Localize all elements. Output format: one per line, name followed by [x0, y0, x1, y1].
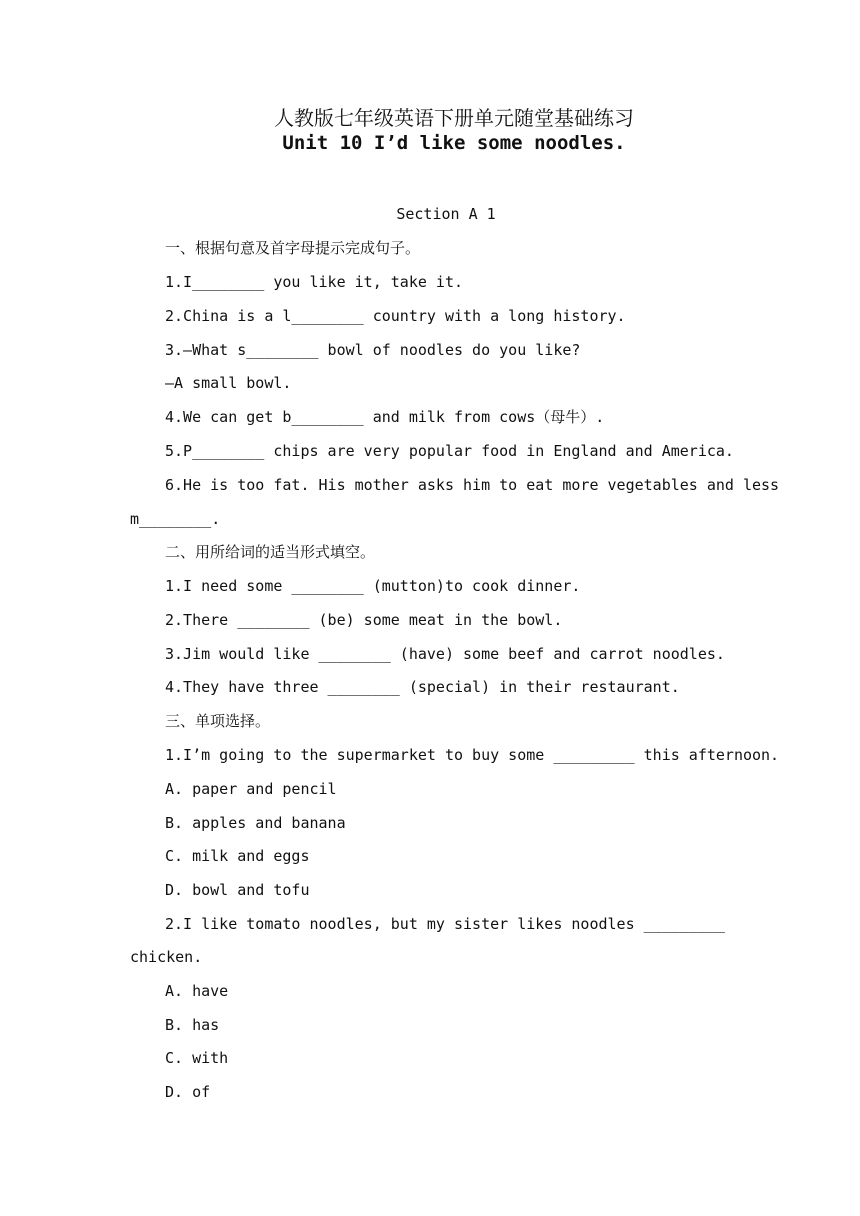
part1-heading: 一、根据句意及首字母提示完成句子。: [165, 239, 421, 257]
answer-option: D. of: [165, 1083, 211, 1101]
part2-item: 2.There ________ (be) some meat in the bowl.: [165, 611, 563, 629]
part1-item: 4.We can get b________ and milk from cows（母牛）.: [165, 408, 605, 426]
answer-option: A. paper and pencil: [165, 780, 337, 798]
question-stem: 2.I like tomato noodles, but my sister likes noodles _________: [165, 915, 725, 933]
part1-item: —A small bowl.: [165, 374, 292, 392]
part2-item: 3.Jim would like ________ (have) some beef and carrot noodles.: [165, 645, 725, 663]
part1-item-continuation: m________.: [130, 510, 221, 528]
part3-heading: 三、单项选择。: [165, 712, 271, 730]
document-title-chinese: 人教版七年级英语下册单元随堂基础练习: [274, 106, 634, 130]
document-title-english: Unit 10 I’d like some noodles.: [282, 132, 626, 154]
part2-item: 1.I need some ________ (mutton)to cook dinner.: [165, 577, 581, 595]
part1-item: 1.I________ you like it, take it.: [165, 273, 464, 291]
part1-item: 5.P________ chips are very popular food in England and America.: [165, 442, 734, 460]
answer-option: C. milk and eggs: [165, 847, 310, 865]
part1-item: 3.—What s________ bowl of noodles do you like?: [165, 341, 581, 359]
part1-item: 2.China is a l________ country with a long history.: [165, 307, 626, 325]
part2-heading: 二、用所给词的适当形式填空。: [165, 543, 376, 561]
part1-item: 6.He is too fat. His mother asks him to eat more vegetables and less: [165, 476, 780, 494]
answer-option: B. apples and banana: [165, 814, 346, 832]
question-stem-continuation: chicken.: [130, 948, 203, 966]
part2-item: 4.They have three ________ (special) in their restaurant.: [165, 678, 680, 696]
answer-option: B. has: [165, 1016, 220, 1034]
answer-option: C. with: [165, 1049, 229, 1067]
section-heading: Section A 1: [396, 205, 496, 223]
answer-option: D. bowl and tofu: [165, 881, 310, 899]
question-stem: 1.I’m going to the supermarket to buy some _________ this afternoon.: [165, 746, 780, 764]
answer-option: A. have: [165, 982, 229, 1000]
